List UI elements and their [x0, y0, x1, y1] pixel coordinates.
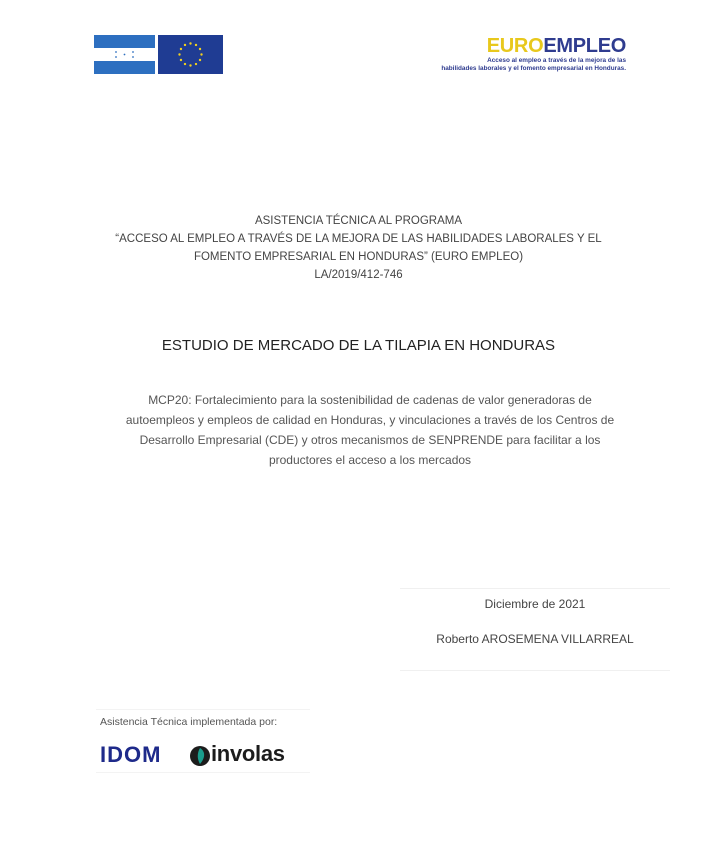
eu-flag-icon: [158, 35, 223, 74]
eu-star-icon: [180, 59, 182, 61]
document-description: [100, 390, 640, 470]
program-line-3: FOMENTO EMPRESARIAL EN HONDURAS” (EURO EMPLEO): [193, 251, 524, 263]
eu-star-icon: [178, 53, 180, 55]
logo-word-empleo: EMPLEO: [543, 35, 626, 57]
logo-tagline-line1: Acceso al empleo a través de la mejora de las: [487, 57, 626, 64]
program-line-1: ASISTENCIA TÉCNICA AL PROGRAMA: [254, 215, 463, 227]
eu-star-icon: [199, 59, 201, 61]
logo-tagline: [400, 57, 626, 72]
eu-star-icon: [184, 44, 186, 46]
program-code: LA/2019/412-746: [314, 269, 403, 281]
eu-star-icon: [184, 63, 186, 65]
logo-tagline-line2: habilidades laborales y el fomento empresarial en Honduras.: [441, 64, 626, 72]
implementation-label: Asistencia Técnica implementada por:: [100, 716, 278, 728]
logo-word-euro: EURO: [486, 35, 544, 57]
eu-star-icon: [195, 44, 197, 46]
eu-star-icon: [199, 48, 201, 50]
description-line-2: autoempleos y empleos de calidad en Honduras, y vinculaciones a través de los Centros de: [125, 413, 615, 427]
program-header: [90, 212, 627, 284]
eu-star-icon: [189, 64, 191, 66]
program-line-2: “ACCESO AL EMPLEO A TRAVÉS DE LA MEJORA DE LAS HABILIDADES LABORALES Y EL: [115, 233, 602, 245]
eu-star-icon: [180, 48, 182, 50]
document-author: Roberto AROSEMENA VILLARREAL: [436, 632, 634, 646]
description-line-3: Desarrollo Empresarial (CDE) y otros mecanismos de SENPRENDE para facilitar a los: [139, 433, 601, 447]
document-title: ESTUDIO DE MERCADO DE LA TILAPIA EN HONDURAS: [161, 337, 556, 354]
honduras-flag-icon: [94, 35, 155, 74]
document-date: Diciembre de 2021: [484, 597, 586, 611]
description-line-1: MCP20: Fortalecimiento para la sostenibilidad de cadenas de valor generadoras de: [148, 393, 592, 407]
description-line-4: productores el acceso a los mercados: [268, 453, 472, 467]
involas-logo: involas: [211, 741, 285, 766]
involas-leaf-icon: [189, 745, 211, 767]
eu-star-icon: [189, 42, 191, 44]
eu-star-icon: [200, 53, 202, 55]
eu-star-icon: [195, 63, 197, 65]
euroempleo-logo: [400, 36, 626, 78]
idom-logo: IDOM: [100, 742, 162, 767]
